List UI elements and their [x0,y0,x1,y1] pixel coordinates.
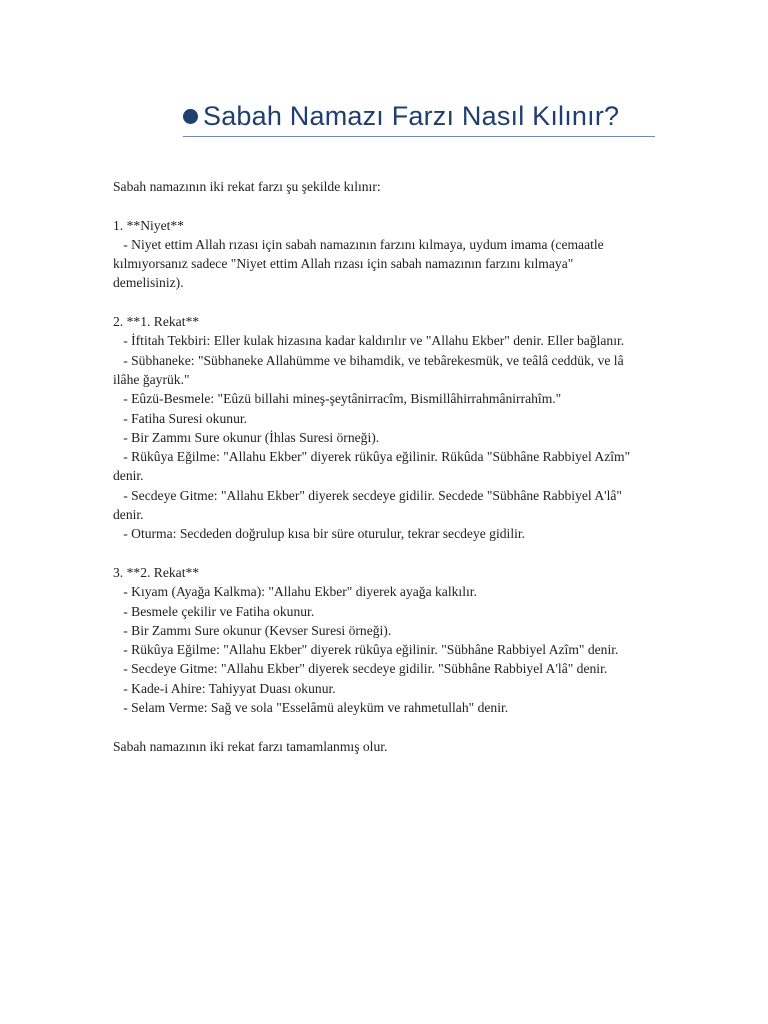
text-line: - Rükûya Eğilme: "Allahu Ekber" diyerek rükûya eğilinir. "Sübhâne Rabbiyel Azîm" denir. [113,642,619,658]
text-line: Sabah namazının iki rekat farzı tamamlanmış olur. [113,738,388,754]
text-line [113,717,661,736]
text-line: - Fatiha Suresi okunur. [113,410,248,426]
text-line: - Sübhaneke: "Sübhaneke Allahümme ve bihamdik, ve tebârekesmük, ve teâlâ ceddük, ve lâ [113,352,624,368]
text-line: 1. **Niyet** [113,217,184,233]
text-line: 3. **2. Rekat** [113,564,200,580]
text-line: - Bir Zammı Sure okunur (Kevser Suresi örneği). [113,622,392,638]
text-line [113,293,661,312]
text-line: - Kade-i Ahire: Tahiyyat Duası okunur. [113,680,336,696]
text-line: - Besmele çekilir ve Fatiha okunur. [113,603,315,619]
text-line: - Kıyam (Ayağa Kalkma): "Allahu Ekber" diyerek ayağa kalkılır. [113,584,477,600]
bullet-icon [183,109,198,124]
text-line [113,196,661,215]
text-line: - Niyet ettim Allah rızası için sabah namazının farzını kılmaya, uydum imama (cemaatle [113,236,604,252]
text-line: - İftitah Tekbiri: Eller kulak hizasına kadar kaldırılır ve "Allahu Ekber" denir. Eller bağlanır. [113,333,625,349]
text-line: demelisiniz). [113,275,184,291]
text-line: - Selam Verme: Sağ ve sola "Esselâmü aleyküm ve rahmetullah" denir. [113,700,509,716]
text-line: 2. **1. Rekat** [113,314,200,330]
text-line: denir. [113,507,144,523]
text-line [113,544,661,563]
text-line: kılmıyorsanız sadece "Niyet ettim Allah rızası için sabah namazının farzını kılmaya" [113,256,574,272]
text-line: - Rükûya Eğilme: "Allahu Ekber" diyerek rükûya eğilinir. Rükûda "Sübhâne Rabbiyel Azîm" [113,449,631,465]
page-title: Sabah Namazı Farzı Nasıl Kılınır? [203,100,620,131]
text-line: denir. [113,468,144,484]
text-line: - Bir Zammı Sure okunur (İhlas Suresi örneği). [113,429,380,445]
text-line: - Eûzü-Besmele: "Eûzü billahi mineş-şeytânirracîm, Bismillâhirrahmânirrahîm." [113,391,562,407]
document-body [113,177,661,756]
text-line: - Secdeye Gitme: "Allahu Ekber" diyerek secdeye gidilir. "Sübhâne Rabbiyel A'lâ" denir. [113,661,608,677]
text-line: - Secdeye Gitme: "Allahu Ekber" diyerek secdeye gidilir. Secdede "Sübhâne Rabbiyel A'lâ" [113,487,622,503]
text-line: Sabah namazının iki rekat farzı şu şekilde kılınır: [113,179,381,194]
page-heading [183,96,655,137]
text-line: ilâhe ğayrük." [113,371,190,387]
text-line: - Oturma: Secdeden doğrulup kısa bir süre oturulur, tekrar secdeye gidilir. [113,526,526,542]
